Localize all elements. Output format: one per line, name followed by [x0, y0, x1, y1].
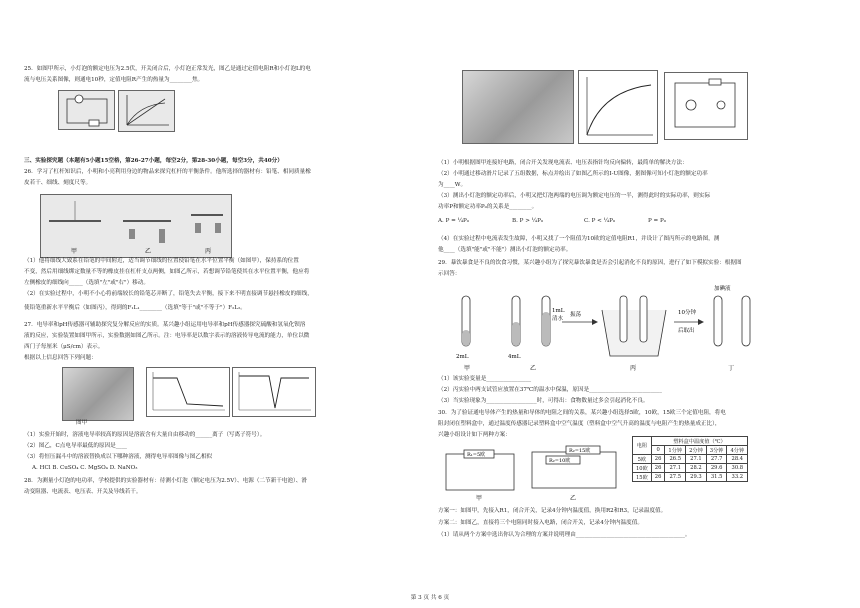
q30-circuit-yi: [526, 442, 622, 502]
table-col-header: 4分钟: [727, 446, 748, 455]
table-cell: 27.5: [665, 473, 686, 482]
table-cell: 26: [651, 473, 665, 482]
q29-part-1: （1）该实验变量是________________: [438, 376, 532, 382]
left-column: [18, 0, 428, 590]
table-cell: 27.1: [665, 464, 686, 473]
fig-label-jia: 甲: [71, 248, 78, 255]
q27-part-2: （2）图乙，C点电导率最低的原因是____: [24, 443, 127, 449]
q29-label-yi: 乙: [530, 365, 537, 372]
table-row: [633, 455, 748, 464]
fig-label-yi: 乙: [145, 248, 152, 255]
table-cell: 28.2: [686, 464, 707, 473]
circuit-r2-label: R₂=10欧: [549, 458, 571, 464]
table-cell: 10欧: [633, 464, 652, 473]
table-cell: 15欧: [633, 473, 652, 482]
q26-part-1: （1）他将细线大致系在铅笔的中间附近，适当调节细线的位置使铅笔在水平位置平衡（如图甲），保持系的位置: [24, 258, 299, 264]
q28-part-4b: 他____（选填"能"或"不能"）测出小灯泡的额定功率。: [438, 247, 572, 253]
table-cell: 27.7: [706, 455, 727, 464]
table-col-header: 2分钟: [686, 446, 707, 455]
q26-line-2: 皮若干、细线、刻度尺等。: [24, 180, 92, 186]
q26-part-4: （2）在实验过程中，小明不小心将前端较长的铅笔芯弄断了，铅笔失去平衡，接下来不明直接调节悬挂橡皮的细线，: [24, 291, 313, 297]
q29-label-water: 清水: [552, 316, 564, 322]
q29-label-4ml: 4mL: [508, 354, 521, 360]
q29-label-10min: 10分钟: [678, 310, 696, 316]
q29-label-shake: 振荡: [570, 312, 582, 318]
q26-lever-figures: [40, 194, 232, 258]
table-cell: 29.3: [686, 473, 707, 482]
q29-part-3: （3）当实验现象为__________________时，可得出：食物数量过多会引起消化不良。: [438, 398, 649, 404]
table-row: [633, 473, 748, 482]
circuit-r3-label: R₂=15欧: [569, 448, 591, 454]
table-cell: 26: [651, 464, 665, 473]
q25-line-2: 流与电压关系图像，则通电10秒，定值电阻R产生的热量为________焦。: [24, 77, 204, 83]
option-c: C. P < ¼P₀: [584, 218, 616, 224]
q29-test-tube-figure: [452, 282, 772, 374]
table-cell: 31.5: [706, 473, 727, 482]
table-cell: 28.4: [727, 455, 748, 464]
table-cell: 26: [651, 455, 665, 464]
q26-part-2: 不变，然后用细线绑定数量不等的橡皮挂在杠杆支点两侧，如图乙所示，若想调节铅笔使其在水平位置平衡，他应将: [24, 269, 310, 275]
q25-line-1: 25．如图甲所示，小灯泡的额定电压为2.5伏，开关闭合后，小灯泡正常发光，图乙是通过定值电阻R和小灯泡L的电: [24, 66, 311, 72]
table-cell: 27.1: [686, 455, 707, 464]
option-a: A. P = ¼P₀: [438, 218, 470, 224]
q29-label-ding: 丁: [728, 365, 735, 372]
q28-circuit-diagram: [664, 72, 748, 140]
q27-line-1: 27．电导率和pH传感器可辅助探究复分解反应的实质。某兴趣小组运用电导率和pH传感器探究硫酸和氢氧化钡溶: [24, 322, 306, 328]
section3-heading: 三、实验探究题（本题有5小题15空格，第26-27小题，每空2分，第28-30小题，每空3分，共40分）: [24, 158, 283, 164]
table-col-header: 0: [651, 446, 665, 455]
q29-label-1ml: 1mL: [552, 308, 565, 314]
q30-circuit-jia: [440, 446, 520, 502]
circuit-jia-label: 甲: [476, 495, 483, 502]
q30-line-3: 兴趣小组设计如下两种方案：: [438, 432, 511, 438]
q30-line-1: 30．为了验证通电导体产生的热量和导体的电阻之间的关系，某兴趣小组选择5欧，10欧，15欧三个定值电阻，将电: [438, 410, 726, 416]
table-cell: 33.2: [727, 473, 748, 482]
table-cell: 30.8: [727, 464, 748, 473]
q30-part-1: （1）请从两个方案中选出你认为合理的方案并说明理由_______________________________________。: [438, 532, 691, 538]
q27-ph-graph: [232, 367, 316, 417]
q27-conductivity-graph: [146, 367, 230, 417]
q28-part-2b: 为____W。: [438, 182, 467, 188]
q27-fig-caption: 图甲: [76, 420, 88, 426]
q26-part-3: 左侧橡皮的细线向_____（选填"左"或"右"）移动。: [24, 280, 149, 286]
option-b: B. P > ¼P₀: [512, 218, 544, 224]
q28-line-1: 28．为测量小灯泡的电功率，学校提供的实验器材有：待测小灯泡（额定电压为2.5V）、电源（二节新干电池）、滑: [24, 478, 307, 484]
q25-iu-graph: [118, 90, 175, 132]
q29-line-2: 示回答：: [438, 271, 461, 277]
q30-plan-1: 方案一：如图甲，先接入R1，闭合开关，记录4分钟内温度值，换用R2和R3，记录温度值。: [438, 508, 667, 514]
temperature-table: [632, 436, 748, 482]
right-column: [432, 0, 842, 590]
q29-label-removed: 后取出: [678, 328, 695, 334]
q26-line-1: 26．学习了杠杆知识后，小明和小亮利用身边的物品来探究杠杆的平衡条件。他所选择的器材有：铅笔、相同质量橡: [24, 169, 311, 175]
q28-part-2: （2）小明通过移动滑片记录了五组数据，标点并绘出了如图乙所示的I-U图像，据图像可知小灯泡的额定功率: [438, 171, 708, 177]
q25-circuit-figure: [58, 90, 115, 130]
q27-line-4: 根据以上信息回答下列问题：: [24, 355, 97, 361]
table-col-header: 3分钟: [706, 446, 727, 455]
q30-plan-2: 方案二：如图乙，直接将三个电阻同时接入电路，闭合开关，记录4分钟内温度值。: [438, 520, 643, 526]
q28-part-1: （1）小明根据图甲连接好电路，闭合开关发现电流表、电压表指针均反向偏转，最简单的解决方法：: [438, 160, 688, 166]
q29-label-jia: 甲: [464, 365, 471, 372]
table-cell: 5欧: [633, 455, 652, 464]
table-row-header: 电阻: [633, 437, 652, 455]
table-cell: 26.5: [665, 455, 686, 464]
q29-line-1: 29．暴饮暴食是不良的饮食习惯，某兴趣小组为了探究暴饮暴食是否会引起消化不良的原因，进行了如下模拟实验：根据图: [438, 260, 742, 266]
table-row: [633, 464, 748, 473]
q28-iu-graph: [578, 70, 658, 144]
circuit-yi-label: 乙: [570, 495, 577, 502]
q29-label-bing: 丙: [630, 365, 637, 372]
q28-line-2: 动变阻器、电流表、电压表、开关及导线若干。: [24, 489, 142, 495]
fig-label-bing: 丙: [205, 248, 212, 255]
q30-line-2: 阻封闭在塑料盒中，通过温度传感器记录塑料盒中空气温度（塑料盒中空气升高的温度与电阻产生的热量成正比），: [438, 421, 721, 427]
q27-options: A. HCl B. CuSO₄ C. MgSO₄ D. NaNO₃: [32, 465, 138, 471]
q27-line-3: 西门子每厘米（μS/cm）表示。: [24, 344, 104, 350]
q27-apparatus-photo: [62, 367, 134, 421]
q27-part-1: （1）实验开始时，溶液电导率较高的原因是溶液含有大量自由移动的______离子（写离子符号）。: [24, 432, 266, 438]
q28-part-3b: 功率P和额定功率P₀的关系是________。: [438, 204, 538, 210]
q26-part-5: 使铅笔重新水平平衡后（如图丙），得到的F₁L₁________（选填"等于"或"不等于"）F₂L₂。: [24, 305, 246, 311]
q28-circuit-photo: [462, 70, 574, 144]
table-cell: 29.6: [706, 464, 727, 473]
option-d: P = P₀: [648, 218, 667, 224]
q28-part-3: （3）测出小灯泡的额定功率后，小明又把灯泡两端的电压调为额定电压的一半，测得此时的实际功率，则实际: [438, 193, 711, 199]
table-group-header: 塑料盒中温度值（℃）: [651, 437, 747, 446]
circuit-r1-label: R₁=5欧: [467, 452, 486, 458]
q29-part-2: （2）丙实验中两支试管应放置在37℃的温水中保温，原因是__________________________: [438, 387, 662, 393]
q27-part-3: （3）将恒压漏斗中的溶液替换成以下哪种溶液，测得电导率图像与图乙相似: [24, 454, 213, 460]
q28-part-4: （4）在实验过程中电流表发生故障，小明又找了一个阻值为10欧的定值电阻R1，并设计了图丙所示的电路图，测: [438, 236, 720, 242]
page-footer: 第 3 页 共 6 页: [410, 595, 450, 601]
table-col-header: 1分钟: [665, 446, 686, 455]
q27-line-2: 液的反应，实验装置如图甲所示，实验数据如图乙所示。注：电导率是以数字表示的溶液传导电流的能力，单位以微: [24, 333, 310, 339]
q29-label-iodine: 加碘液: [714, 286, 731, 292]
q29-label-2ml: 2mL: [456, 354, 469, 360]
